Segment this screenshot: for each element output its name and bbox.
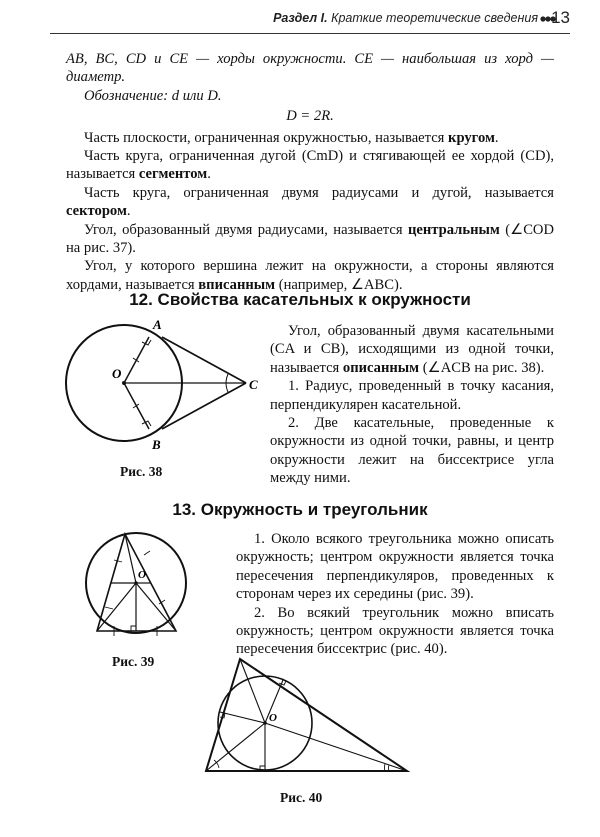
circumscribed-angle-definition: Угол, образованный двумя касательными (CA и CB), исходящими из одной точки, называется описанным (∠ACB на рис. 38). xyxy=(270,323,554,376)
label-a: A xyxy=(153,318,162,332)
section-label: Раздел I. xyxy=(273,11,328,25)
page-number: 13 xyxy=(551,8,570,27)
segment-definition: Часть круга, ограниченная дугой (CmD) и стягивающей ее хордой (CD), называется сегментом. xyxy=(66,148,554,183)
incircle-property: 2. Во всякий треугольник можно вписать окружность; центром окружности является точка пересечения биссектрис (рис. 40). xyxy=(236,604,554,658)
section-13-heading: 13. Окружность и треугольник xyxy=(172,500,428,519)
figure-40-caption: Рис. 40 xyxy=(280,790,323,805)
figure-38-caption: Рис. 38 xyxy=(120,464,163,479)
chords-sentence: AB, BC, CD и CE — хорды окружности. CE — наибольшая из хорд — диаметр. xyxy=(66,51,554,86)
intro-block xyxy=(66,50,554,294)
fig40-label-o: O xyxy=(269,712,277,724)
figure-39-caption: Рис. 39 xyxy=(112,654,155,669)
central-angle-definition: Угол, образованный двумя радиусами, называется центральным (∠COD на рис. 37). xyxy=(66,221,555,257)
notation-line: Обозначение: d или D. xyxy=(84,87,222,104)
page-header xyxy=(0,0,600,34)
term-segment: сегментом xyxy=(138,166,208,183)
section-12-text xyxy=(270,322,554,488)
tangent-property-1: 1. Радиус, проведенный в точку касания, перпендикулярен касательной. xyxy=(270,378,554,413)
figure-39 xyxy=(84,522,194,647)
section-13-text xyxy=(236,530,554,659)
section-title: Краткие теоретические сведения xyxy=(331,11,538,25)
term-sector: сектором xyxy=(66,203,127,220)
circumcircle-property: 1. Около всякого треугольника можно описать окружность; центром окружности является точка пересечения перпендикуляров, проведенных к сторонам через их середины (рис. 39). xyxy=(236,531,554,603)
sector-definition: Часть круга, ограниченная двумя радиусами и дугой, называется сектором. xyxy=(66,184,554,220)
term-inscribed: вписанным xyxy=(198,276,276,293)
term-central: центральным xyxy=(407,221,500,238)
tangent-property-2: 2. Две касательные, проведенные к окружности из одной точки, равны, и центр окружности лежит на биссектрисе угла между ними. xyxy=(270,415,554,487)
term-circle: кругом xyxy=(448,129,495,146)
formula: D = 2R. xyxy=(286,108,334,125)
label-o: O xyxy=(112,366,122,381)
label-b: B xyxy=(152,437,161,452)
header-rule xyxy=(50,33,570,34)
inscribed-angle-definition: Угол, у которого вершина лежит на окружности, а стороны являются хордами, называется вписанным (например, ∠ABC). xyxy=(66,258,554,293)
section-12-heading: 12. Свойства касательных к окружности xyxy=(129,290,471,309)
fig39-label-o: O xyxy=(138,569,146,581)
label-c: C xyxy=(249,377,258,392)
term-circumscribed: описанным xyxy=(342,359,420,376)
running-title xyxy=(273,11,538,25)
figure-38 xyxy=(56,318,266,458)
circle-definition: Часть плоскости, ограниченная окружностью, называется кругом. xyxy=(84,129,499,146)
figure-40 xyxy=(203,655,413,777)
